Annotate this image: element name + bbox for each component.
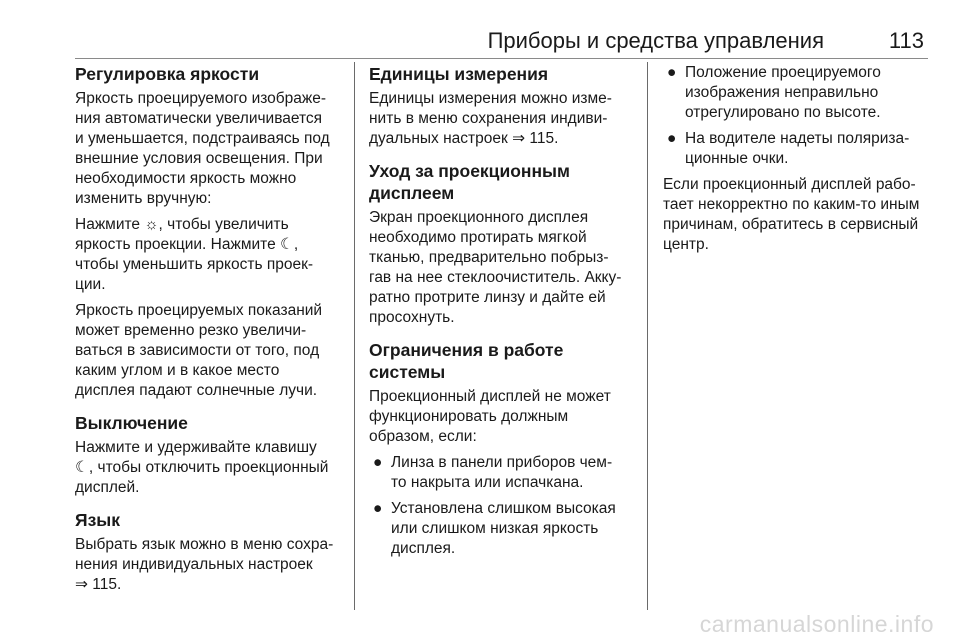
care-heading: Уход за проекционным дисплеем [369,161,570,203]
column-divider-1 [354,62,355,610]
bullet-icon: ● [667,130,677,147]
bullet-icon: ● [373,500,383,517]
service-paragraph: Если проекционный дисплей рабо- тает некорректно по каким-то иным причинам, обратитесь в сервисный центр. [663,176,920,253]
bullet-icon: ● [667,64,677,81]
language-heading: Язык [75,510,120,530]
page-header [75,24,928,59]
brightness-paragraph-2: Нажмите ☼, чтобы увеличить яркость проекции. Нажмите ☾, чтобы уменьшить яркость проек- ции. [75,216,314,293]
column-2 [369,63,635,565]
page-number: 113 [888,28,924,53]
list-item [663,129,931,169]
care-paragraph: Экран проекционного дисплея необходимо протирать мягкой тканью, предварительно побрыз- гав на нее стеклоочиститель. Акку- ратно протрите линзу и дайте ей просохнуть. [369,209,622,326]
brightness-paragraph-1: Яркость проецируемого изображе- ния автоматически увеличивается и уменьшается, подстраиваясь под внешние условия освещения. При необходимости яркость можно изменить вручную: [75,90,330,207]
column-3 [663,63,931,261]
units-heading: Единицы измерения [369,64,549,84]
column-divider-2 [647,62,648,610]
list-item-text: На водителе надеты поляриза- ционные очки. [685,130,910,167]
off-heading: Выключение [75,413,188,433]
column-1 [75,63,343,601]
off-paragraph: Нажмите и удерживайте клавишу ☾, чтобы отключить проекционный дисплей. [75,439,329,496]
bullet-icon: ● [373,454,383,471]
list-item [663,63,931,123]
limits-heading: Ограничения в работе системы [369,340,564,382]
header-title: Приборы и средства управления [487,28,824,53]
list-item-text: Линза в панели приборов чем- то накрыта или испачкана. [391,454,613,491]
list-item-text: Установлена слишком высокая или слишком низкая яркость дисплея. [391,500,616,557]
list-item [369,499,635,559]
watermark: carmanualsonline.info [699,611,934,637]
list-item [369,453,635,493]
brightness-heading: Регулировка яркости [75,64,260,84]
list-item-text: Положение проецируемого изображения неправильно отрегулировано по высоте. [685,64,881,121]
brightness-paragraph-3: Яркость проецируемых показаний может временно резко увеличи- ваться в зависимости от того, под каким углом и в какое место дисплея падают солнечные лучи. [75,302,323,399]
limits-paragraph: Проекционный дисплей не может функционировать должным образом, если: [369,388,611,445]
units-paragraph: Единицы измерения можно изме- нить в меню сохранения индиви- дуальных настроек ⇒ 115. [369,90,612,147]
language-paragraph: Выбрать язык можно в меню сохра- нения индивидуальных настроек ⇒ 115. [75,536,334,593]
